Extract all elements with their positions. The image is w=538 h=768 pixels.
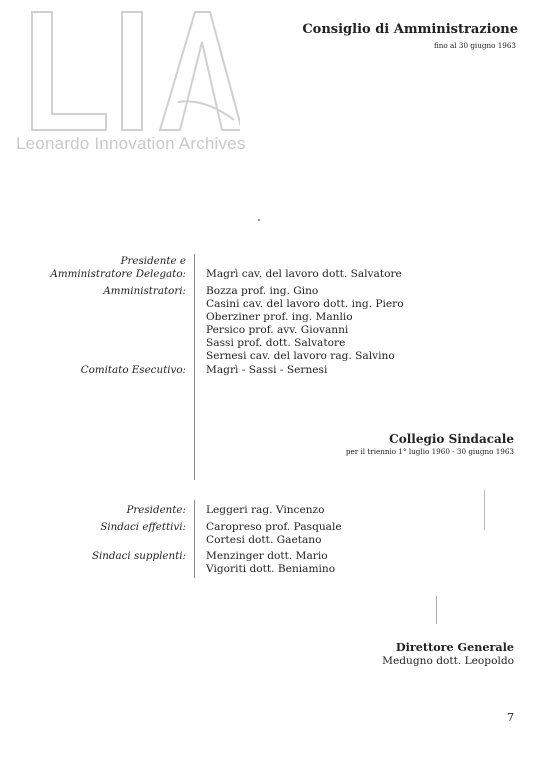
value-comitato-esecutivo: Magrì - Sassi - Sernesi [206, 364, 328, 376]
value-presidente-collegio: Leggeri rag. Vincenzo [206, 504, 325, 516]
scan-speck [258, 219, 260, 221]
collegio-title: Collegio Sindacale [389, 432, 514, 446]
scan-mark [484, 490, 485, 530]
value-amministratori: Bozza prof. ing. Gino Casini cav. del lavoro dott. ing. Piero Oberziner prof. ing. Manlio Persico prof. avv. Giovanni Sassi prof. dott. Salvatore Sernesi cav. del lavoro rag. Salvino [206, 285, 404, 362]
page-number: 7 [507, 711, 514, 724]
watermark-subtitle: Leonardo Innovation Archives [16, 134, 246, 153]
consiglio-title: Consiglio di Amministrazione [302, 22, 518, 37]
label-amministratori: Amministratori: [103, 285, 186, 297]
scan-mark [436, 596, 437, 624]
value-sindaci-effettivi: Caropreso prof. Pasquale Cortesi dott. Gaetano [206, 521, 342, 546]
label-sindaci-supplenti: Sindaci supplenti: [91, 550, 186, 562]
collegio-subtitle: per il triennio 1° luglio 1960 - 30 giugno 1963 [345, 447, 514, 456]
direttore-name: Medugno dott. Leopoldo [382, 655, 514, 667]
consiglio-subtitle: fino al 30 giugno 1963 [434, 41, 516, 50]
value-sindaci-supplenti: Menzinger dott. Mario Vigoriti dott. Beniamino [206, 550, 336, 575]
label-presidente-collegio: Presidente: [126, 504, 186, 516]
direttore-title: Direttore Generale [395, 640, 514, 654]
separator-line-consiglio [194, 254, 195, 480]
label-comitato-esecutivo: Comitato Esecutivo: [80, 364, 186, 376]
label-sindaci-effettivi: Sindaci effettivi: [100, 521, 186, 533]
value-presidente: Magrì cav. del lavoro dott. Salvatore [206, 268, 402, 280]
separator-line-collegio [194, 500, 195, 578]
label-presidente: Presidente e Amministratore Delegato: [50, 255, 186, 280]
lia-logo-watermark [10, 2, 240, 142]
